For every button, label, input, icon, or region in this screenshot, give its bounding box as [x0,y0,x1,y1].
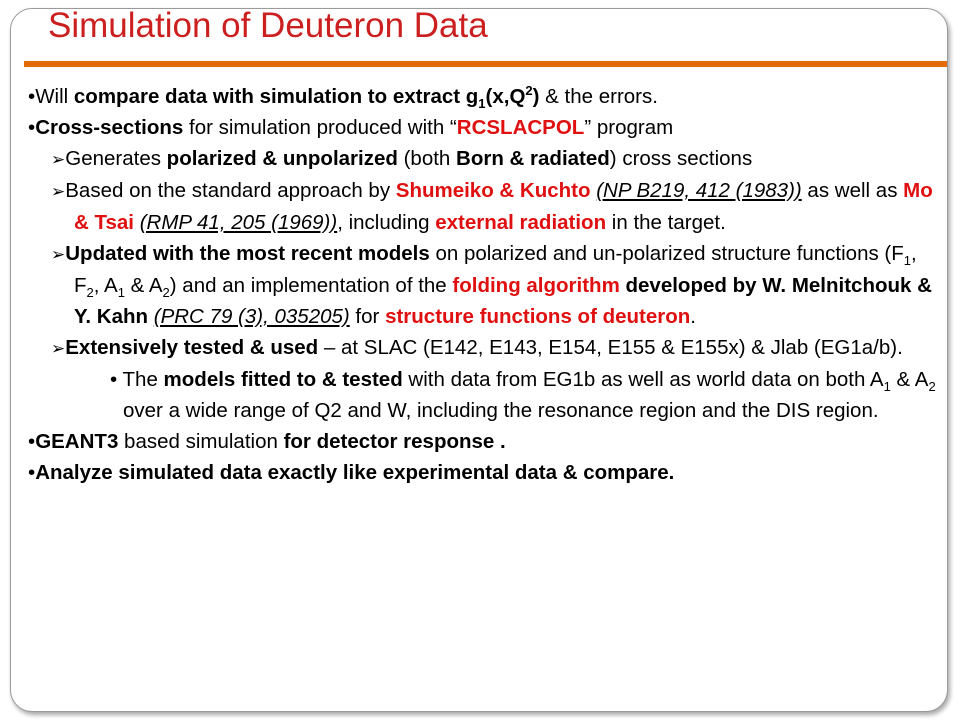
citation-text: (RMP 41, 205 (1969)) [139,211,338,234]
bullet-text-run: (both [397,147,457,170]
bullet-item-level2 [28,143,943,175]
bullet-text-run: for [349,305,386,328]
bullet-item-level2 [28,238,943,332]
bullet-text-run: folding algorithm [452,274,620,297]
bullet-text-run: Updated with the most recent models [65,242,430,265]
bullet-text-run: external radiation [435,211,607,234]
bullet-text-run: compare data with simulation to extract g [73,85,479,108]
bullet-text-run: Based on the standard approach by [65,179,396,202]
bullet-text-run: , A [93,274,118,297]
title-underline [24,61,947,67]
bullet-text-run: in the target. [606,211,726,234]
bullet-text-run: ” program [584,116,674,139]
bullet-text-run: – at SLAC (E142, E143, E154, E155 & E155x) & Jlab (EG1a/b). [318,336,903,359]
citation-text: (PRC 79 (3), 035205) [153,305,350,328]
bullet-text-run: Mo & Tsai [74,179,933,234]
bullet-text-run: based simulation [118,430,284,453]
bullet-text-run: models fitted to & tested [163,368,403,391]
dot-bullet-icon: • [28,430,36,453]
bullet-text-run: Generates [65,147,167,170]
bullet-text-run: 1 [903,253,912,269]
bullet-text-run: Shumeiko & Kuchto [395,179,591,202]
bullet-text-run: ) and an implementation of the [169,274,453,297]
bullet-text-run: The [122,368,164,391]
bullet-text-run: for simulation produced with “ [183,116,457,139]
bullet-text-run: & A [890,368,929,391]
bullet-text-run: for detector response . [283,430,506,453]
bullet-text-run: 1 [478,96,486,112]
bullet-text-run: polarized & unpolarized [166,147,398,170]
bullet-text-run: , F [74,242,917,297]
bullet-text-run: 2 [525,83,533,99]
bullet-text-run: 2 [86,285,94,301]
arrow-bullet-icon: ➢ [51,245,66,264]
bullet-text-run: 1 [117,285,125,301]
bullet-text-run: Analyze simulated data exactly like experimental data & compare. [35,461,675,484]
bullet-text-run: & the errors. [539,85,658,108]
bullet-text-run: , including [337,211,436,234]
bullet-item-level1 [28,457,943,488]
citation-text: (NP B219, 412 (1983)) [596,179,802,202]
bullet-text-run: Extensively tested & used [65,336,319,359]
bullet-text-run: Cross-sections [35,116,184,139]
bullet-text-run: ) [532,85,540,108]
dot-bullet-icon: • [110,368,123,391]
slide-content [28,81,943,488]
bullet-item-level1 [28,81,943,112]
bullet-text-run: over a wide range of Q2 and W, including the resonance region and the DIS region. [123,399,879,422]
bullet-item-level2 [28,332,943,364]
bullet-item-level3 [28,364,943,426]
arrow-bullet-icon: ➢ [51,339,66,358]
dot-bullet-icon: • [28,116,36,139]
bullet-text-run: developed by W. Melnitchouk & Y. Kahn [74,274,932,328]
bullet-text-run: Born & radiated [456,147,610,170]
bullet-text-run: (x,Q [485,85,526,108]
bullet-text-run: as well as [801,179,904,202]
bullet-text-run: ) cross sections [609,147,753,170]
bullet-text-run: structure functions of deuteron [385,305,691,328]
bullet-text-run: GEANT3 [35,430,119,453]
bullet-text-run: on polarized and un-polarized structure functions (F [429,242,904,265]
dot-bullet-icon: • [28,85,36,108]
bullet-item-level1 [28,426,943,457]
bullet-text-run: 2 [162,285,170,301]
arrow-bullet-icon: ➢ [51,150,66,169]
bullet-text-run: Will [35,85,74,108]
bullet-text-run: 2 [928,379,936,395]
bullet-item-level2 [28,175,943,238]
bullet-text-run: RCSLACPOL [456,116,585,139]
bullet-text-run: 1 [883,379,891,395]
bullet-text-run: & A [124,274,163,297]
bullet-text-run: . [690,305,696,328]
slide-title: Simulation of Deuteron Data [48,6,488,45]
arrow-bullet-icon: ➢ [51,182,66,201]
bullet-item-level1 [28,112,943,143]
bullet-text-run: with data from EG1b as well as world data on both A [402,368,884,391]
dot-bullet-icon: • [28,461,36,484]
